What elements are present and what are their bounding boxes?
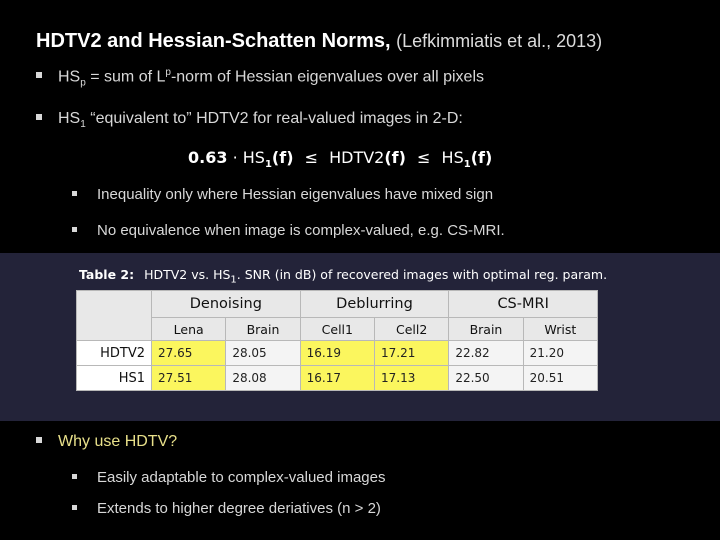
table-group-header-row — [77, 291, 598, 318]
inequality-formula — [188, 148, 492, 170]
table-cell: 27.65 — [152, 341, 226, 366]
table-cell: 22.50 — [449, 366, 523, 391]
formula-hs2: HS — [441, 148, 464, 167]
subhead-cell2: Cell2 — [374, 318, 448, 341]
formula-hs: HS — [242, 148, 265, 167]
table-subheader-row — [77, 318, 598, 341]
bullet-hsp — [36, 67, 484, 89]
group-denoising: Denoising — [152, 291, 301, 318]
formula-coef: 0.63 — [188, 148, 228, 167]
table-caption-b: . SNR (in dB) of recovered images with optimal reg. param. — [236, 267, 608, 282]
group-cs-mri: CS-MRI — [449, 291, 598, 318]
formula-arg: (f) — [271, 148, 294, 167]
table-cell: 27.51 — [152, 366, 226, 391]
subbullet-mixed-sign-text: Inequality only where Hessian eigenvalues have mixed sign — [97, 186, 494, 203]
subbullet-complex — [72, 222, 505, 239]
table-caption-sub: 1 — [230, 274, 237, 286]
bullet-square-icon — [72, 191, 77, 196]
table-cell: 21.20 — [523, 341, 597, 366]
table-corner — [77, 291, 152, 341]
formula-mid: HDTV2 — [329, 148, 385, 167]
subhead-cell1: Cell1 — [300, 318, 374, 341]
title-main: HDTV2 and Hessian-Schatten Norms, — [36, 30, 391, 52]
formula-dot: · — [232, 148, 238, 167]
bullet-hsp-sup: p — [165, 67, 171, 78]
table-row — [77, 366, 598, 391]
subhead-lena: Lena — [152, 318, 226, 341]
bullet-square-icon — [72, 227, 77, 232]
row-label: HDTV2 — [77, 341, 152, 366]
table-cell: 17.21 — [374, 341, 448, 366]
row-label: HS1 — [77, 366, 152, 391]
bullet-hsp-sub: p — [80, 77, 86, 89]
slide-title — [36, 30, 602, 53]
table-cell: 28.05 — [226, 341, 300, 366]
formula-arg3: (f) — [470, 148, 493, 167]
subhead-brain-mri: Brain — [449, 318, 523, 341]
table-cell: 28.08 — [226, 366, 300, 391]
bullet-square-icon — [72, 474, 77, 479]
bullet-why-hdtv-text: Why use HDTV? — [58, 433, 178, 450]
subbullet-adaptable — [72, 469, 386, 486]
formula-sub: 1 — [264, 159, 272, 171]
formula-sub2: 1 — [463, 159, 471, 171]
table-cell: 16.17 — [300, 366, 374, 391]
bullet-square-icon — [36, 114, 42, 120]
table-caption — [79, 267, 607, 286]
subbullet-higher-degree-text: Extends to higher degree deriatives (n > 2) — [97, 500, 381, 517]
formula-le2: ≤ — [417, 148, 431, 167]
table-caption-label: Table 2: — [79, 267, 135, 282]
bullet-square-icon — [36, 437, 42, 443]
bullet-hs1 — [36, 110, 463, 130]
bullet-hs1-hs: HS — [58, 110, 81, 127]
bullet-square-icon — [72, 505, 77, 510]
subbullet-adaptable-text: Easily adaptable to complex-valued images — [97, 469, 386, 486]
formula-le1: ≤ — [304, 148, 319, 167]
bullet-hs1-tail: “equivalent to” HDTV2 for real-valued images in 2-D: — [85, 110, 463, 127]
subbullet-mixed-sign — [72, 186, 493, 203]
results-table — [76, 290, 598, 391]
subhead-wrist: Wrist — [523, 318, 597, 341]
group-deblurring: Deblurring — [300, 291, 449, 318]
bullet-why-hdtv — [36, 433, 177, 451]
subhead-brain: Brain — [226, 318, 300, 341]
bullet-hsp-mid: = sum of L — [85, 68, 166, 86]
formula-arg2: (f) — [384, 148, 406, 167]
subbullet-complex-text: No equivalence when image is complex-valued, e.g. CS-MRI. — [97, 222, 505, 239]
table-cell: 16.19 — [300, 341, 374, 366]
bullet-square-icon — [36, 72, 42, 78]
table-caption-a: HDTV2 vs. HS — [144, 267, 231, 282]
table-cell: 20.51 — [523, 366, 597, 391]
bullet-hsp-tail: -norm of Hessian eigenvalues over all pixels — [170, 68, 484, 86]
bullet-hs1-sub: 1 — [80, 119, 86, 131]
bullet-hsp-hs: HS — [58, 68, 81, 86]
subbullet-higher-degree — [72, 500, 381, 517]
table-cell: 17.13 — [374, 366, 448, 391]
title-citation: (Lefkimmiatis et al., 2013) — [396, 31, 603, 51]
table-cell: 22.82 — [449, 341, 523, 366]
table-row — [77, 341, 598, 366]
